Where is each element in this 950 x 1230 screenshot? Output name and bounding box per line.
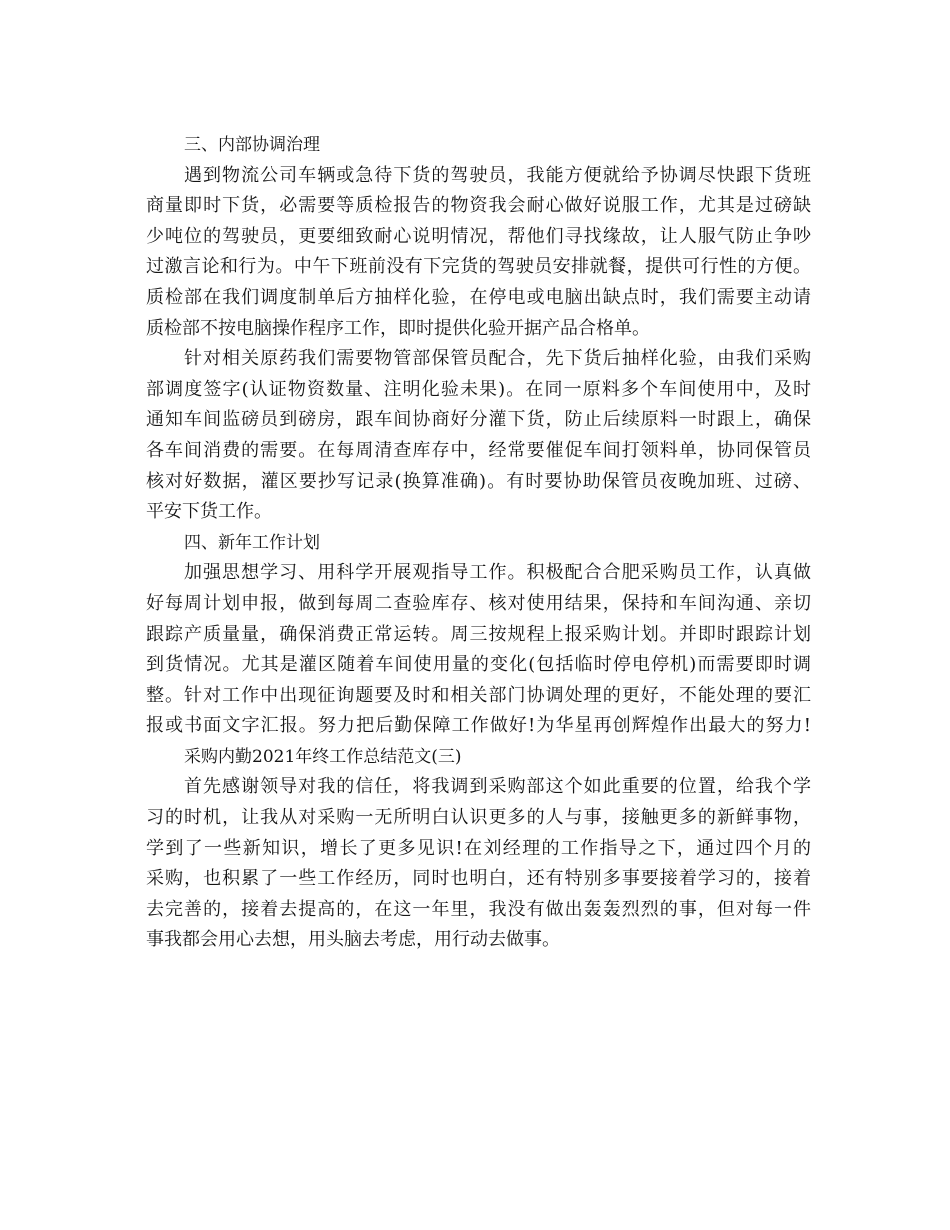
paragraph-line: 针对相关原药我们需要物管部保管员配合，先下货后抽样化验，由我们采购 xyxy=(184,348,811,370)
paragraph-line: 质检部不按电脑操作程序工作，即时提供化验开据产品合格单。 xyxy=(146,317,650,339)
paragraph-line: 首先感谢领导对我的信任，将我调到采购部这个如此重要的位置，给我个学 xyxy=(184,776,811,798)
paragraph-line: 过激言论和行为。中午下班前没有下完货的驾驶员安排就餐，提供可行性的方便。 xyxy=(146,256,811,278)
paragraph-line: 各车间消费的需要。在每周清查库存中，经常要催促车间打领料单，协同保管员 xyxy=(146,439,811,461)
paragraph-line: 采购，也积累了一些工作经历，同时也明白，还有特别多事要接着学习的，接着 xyxy=(146,868,811,890)
paragraph-line: 跟踪产质量量，确保消费正常运转。周三按规程上报采购计划。并即时跟踪计划 xyxy=(146,623,811,645)
paragraph-line: 质检部在我们调度制单后方抽样化验，在停电或电脑出缺点时，我们需要主动请 xyxy=(146,286,811,308)
section-heading: 四、新年工作计划 xyxy=(184,532,320,553)
paragraph-line: 事我都会用心去想，用头脑去考虑，用行动去做事。 xyxy=(146,929,560,951)
paragraph-line: 遇到物流公司车辆或急待下货的驾驶员，我能方便就给予协调尽快跟下货班 xyxy=(184,164,811,186)
document-page xyxy=(146,130,811,956)
paragraph-line: 商量即时下货，必需要等质检报告的物资我会耐心做好说服工作，尤其是过磅缺 xyxy=(146,195,811,217)
section-heading: 采购内勤2021年终工作总结范文(三) xyxy=(184,746,462,767)
paragraph-line: 部调度签字(认证物资数量、注明化验未果)。在同一原料多个车间使用中，及时 xyxy=(146,378,811,400)
paragraph-line: 学到了一些新知识，增长了更多见识!在刘经理的工作指导之下，通过四个月的 xyxy=(146,837,811,859)
paragraph-line: 习的时机，让我从对采购一无所明白认识更多的人与事，接触更多的新鲜事物， xyxy=(146,807,811,829)
paragraph-line: 加强思想学习、用科学开展观指导工作。积极配合合肥采购员工作，认真做 xyxy=(184,562,811,584)
paragraph-line: 通知车间监磅员到磅房，跟车间协商好分灌下货，防止后续原料一时跟上，确保 xyxy=(146,409,811,431)
paragraph-line: 平安下货工作。 xyxy=(146,501,272,523)
section-heading: 三、内部协调治理 xyxy=(184,135,320,155)
paragraph-line: 好每周计划申报，做到每周二查验库存、核对使用结果，保持和车间沟通、亲切 xyxy=(146,592,811,614)
paragraph-line: 到货情况。尤其是灌区随着车间使用量的变化(包括临时停电停机)而需要即时调 xyxy=(146,654,811,676)
paragraph-line: 整。针对工作中出现征询题要及时和相关部门协调处理的更好，不能处理的要汇 xyxy=(146,684,811,706)
paragraph-line: 报或书面文字汇报。努力把后勤保障工作做好!为华星再创辉煌作出最大的努力! xyxy=(146,715,811,737)
paragraph-line: 核对好数据，灌区要抄写记录(换算准确)。有时要协助保管员夜晚加班、过磅、 xyxy=(146,470,811,492)
paragraph-line: 去完善的，接着去提高的，在这一年里，我没有做出轰轰烈烈的事，但对每一件 xyxy=(146,898,811,920)
paragraph-line: 少吨位的驾驶员，更要细致耐心说明情况，帮他们寻找缘故，让人服气防止争吵 xyxy=(146,225,811,247)
